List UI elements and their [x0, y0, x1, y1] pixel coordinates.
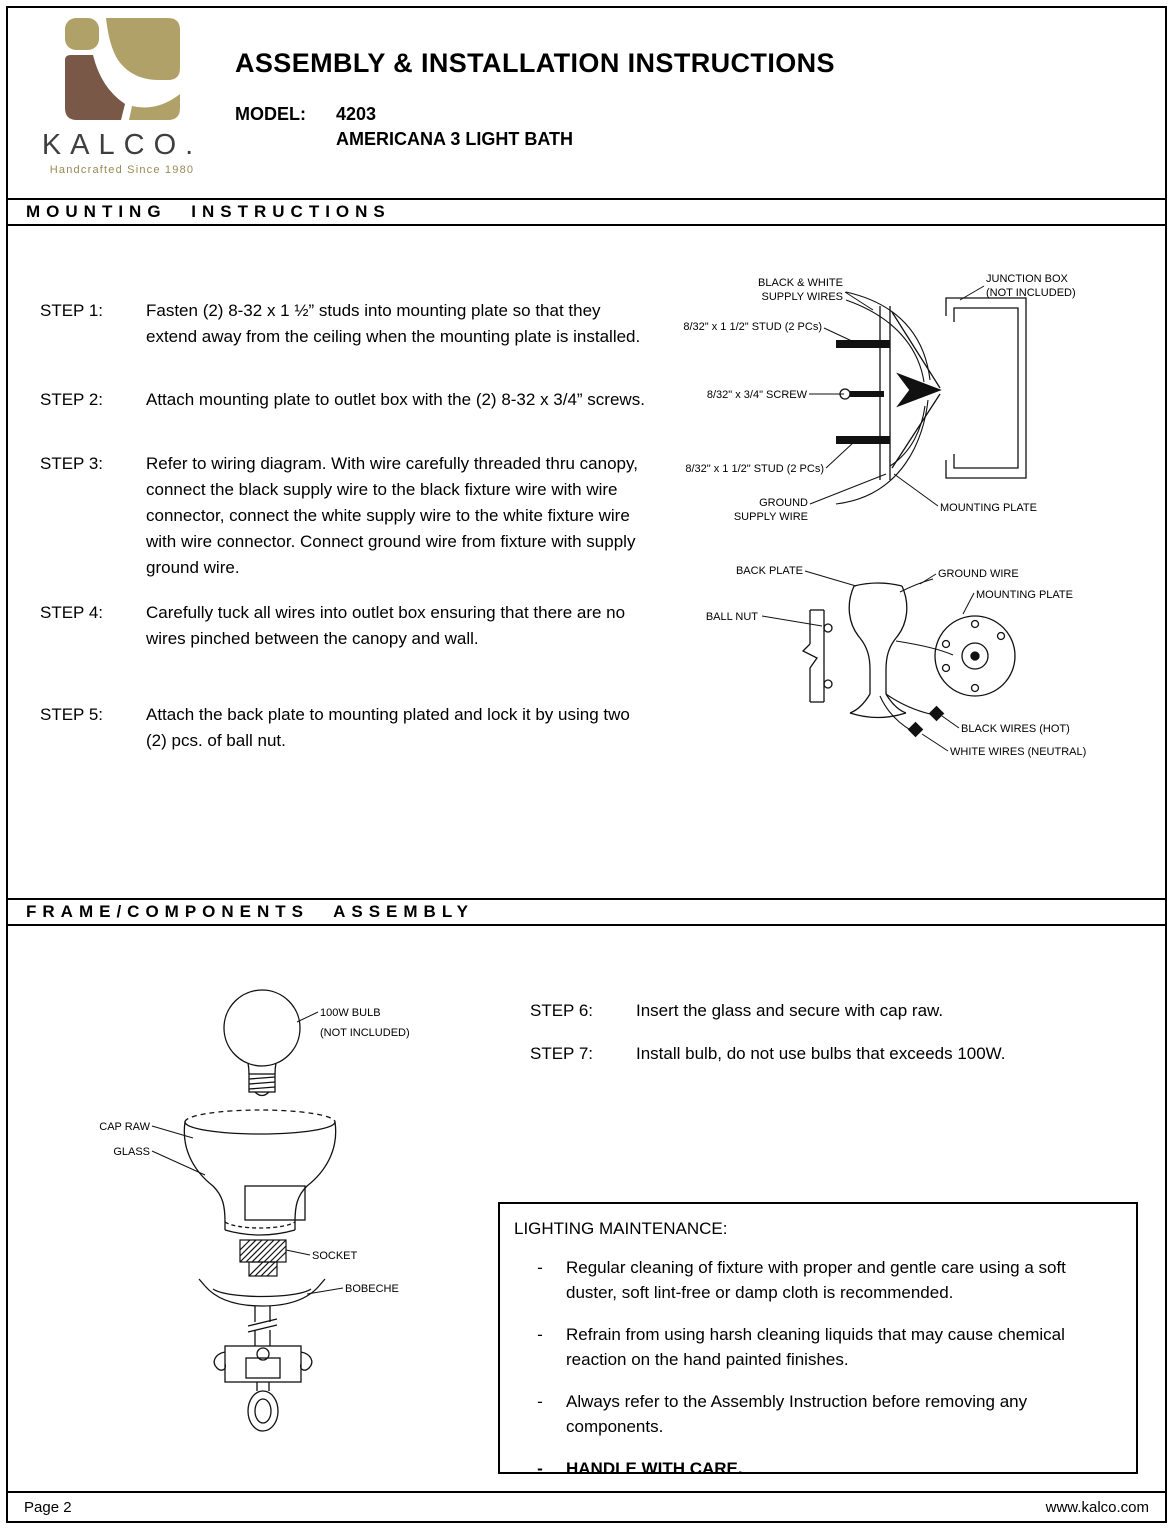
- step-5-label: STEP 5:: [40, 705, 103, 724]
- model-row: [235, 104, 376, 125]
- label-ball-nut: BALL NUT: [705, 611, 758, 623]
- step-3-label: STEP 3:: [40, 454, 103, 473]
- bullet-dash: -: [537, 1459, 543, 1478]
- step-3: [40, 451, 654, 581]
- label-stud-top: 8/32" x 1 1/2" STUD (2 PCs): [683, 321, 822, 333]
- components-diagram: [65, 970, 495, 1460]
- label-white-wires: WHITE WIRES (NEUTRAL): [950, 746, 1087, 758]
- bobeche-drawing: [199, 1279, 325, 1306]
- back-plate-wiring-diagram: [688, 556, 1138, 771]
- step-4-label: STEP 4:: [40, 603, 103, 622]
- label-black-white-supply-line1: BLACK & WHITE: [758, 277, 843, 289]
- maintenance-item-1: [514, 1255, 1118, 1305]
- studs-and-screw-drawing: [836, 340, 890, 444]
- mounting-instructions-section-header: MOUNTING INSTRUCTIONS: [8, 198, 1165, 226]
- page-number: Page 2: [24, 1498, 72, 1516]
- leader-lines: [762, 571, 974, 751]
- back-plate-arm-drawing: [214, 1306, 312, 1431]
- website-url: www.kalco.com: [1045, 1498, 1149, 1516]
- page-title: ASSEMBLY & INSTALLATION INSTRUCTIONS: [235, 48, 835, 78]
- bullet-dash: -: [537, 1392, 543, 1411]
- step-2: [40, 387, 654, 413]
- mounting-instructions-section: [8, 226, 1165, 898]
- wires-drawing: [880, 579, 953, 731]
- model-label: MODEL:: [235, 104, 306, 124]
- kalco-logo-block: [34, 16, 210, 176]
- step-7: [530, 1041, 1150, 1067]
- label-ground-line1: GROUND: [759, 497, 808, 509]
- label-ground-line2: SUPPLY WIRE: [733, 511, 808, 523]
- step-1-label: STEP 1:: [40, 301, 103, 320]
- bullet-dash: -: [537, 1258, 543, 1277]
- maintenance-item-3: [514, 1389, 1118, 1439]
- label-socket: SOCKET: [312, 1250, 358, 1262]
- step-4: [40, 600, 654, 652]
- header: [8, 8, 1165, 198]
- maintenance-item-2-text: Refrain from using harsh cleaning liquids that may cause chemical reaction on the hand painted finishes.: [566, 1325, 1065, 1369]
- label-glass: GLASS: [113, 1146, 150, 1158]
- label-screw: 8/32" x 3/4" SCREW: [706, 389, 807, 401]
- mounting-plate-circle-drawing: [935, 616, 1015, 696]
- step-6-label: STEP 6:: [530, 1001, 593, 1020]
- bulb-drawing: [224, 990, 300, 1096]
- junction-box-mounting-diagram: [668, 268, 1143, 533]
- label-black-white-supply-line2: SUPPLY WIRES: [761, 291, 843, 303]
- socket-drawing: [240, 1240, 286, 1276]
- step-2-text: Attach mounting plate to outlet box with the (2) 8-32 x 3/4” screws.: [146, 390, 645, 409]
- frame-components-section-header: FRAME/COMPONENTS ASSEMBLY: [8, 898, 1165, 926]
- mounting-steps-list: [40, 298, 654, 754]
- step-1: [40, 298, 654, 350]
- step-7-label: STEP 7:: [530, 1044, 593, 1063]
- label-mounting-plate: MOUNTING PLATE: [976, 589, 1073, 601]
- label-junction-box-line2: (NOT INCLUDED): [986, 287, 1076, 299]
- kalco-logo-icon: [62, 16, 182, 122]
- mounting-plate-drawing: [880, 306, 940, 480]
- maintenance-item-2: [514, 1322, 1118, 1372]
- step-2-label: STEP 2:: [40, 390, 103, 409]
- components-labels: [99, 1007, 409, 1295]
- diagram2-labels: [706, 565, 1086, 758]
- junction-box-drawing: [946, 298, 1026, 478]
- assembly-steps-list: [530, 998, 1150, 1084]
- label-back-plate: BACK PLATE: [735, 565, 803, 577]
- logo-wordmark: KALCO.: [41, 129, 203, 161]
- model-number: 4203: [336, 104, 377, 124]
- label-ground-wire: GROUND WIRE: [938, 568, 1019, 580]
- step-1-text: Fasten (2) 8-32 x 1 ½” studs into mounting plate so that they extend away from the ceiling when the mounting plate is installed.: [146, 301, 641, 346]
- step-3-text: Refer to wiring diagram. With wire carefully threaded thru canopy, connect the black supply wire to the black fixture wire with wire connector, connect the white supply wire to the white fixture wire with wire connector. Connect ground wire from fixture with supply ground wire.: [146, 454, 638, 577]
- label-black-wires: BLACK WIRES (HOT): [961, 723, 1070, 735]
- label-mounting-plate: MOUNTING PLATE: [940, 502, 1037, 514]
- step-4-text: Carefully tuck all wires into outlet box ensuring that there are no wires pinched between the canopy and wall.: [146, 603, 626, 648]
- step-5: [40, 702, 654, 754]
- label-bulb-line2: (NOT INCLUDED): [320, 1027, 410, 1039]
- back-plate-drawing: [849, 583, 907, 718]
- frame-components-section: [8, 926, 1165, 1491]
- label-stud-bottom: 8/32" x 1 1/2" STUD (2 PCs): [685, 463, 824, 475]
- step-7-text: Install bulb, do not use bulbs that exceeds 100W.: [636, 1044, 1006, 1063]
- label-cap-raw: CAP RAW: [99, 1121, 150, 1133]
- bullet-dash: -: [537, 1325, 543, 1344]
- logo-tagline: Handcrafted Since 1980: [49, 164, 195, 176]
- maintenance-item-3-text: Always refer to the Assembly Instruction before removing any components.: [566, 1392, 1028, 1436]
- maintenance-item-4: [514, 1456, 1118, 1481]
- label-bulb-line1: 100W BULB: [320, 1007, 381, 1019]
- label-junction-box-line1: JUNCTION BOX: [986, 273, 1068, 285]
- maintenance-title: LIGHTING MAINTENANCE:: [514, 1219, 728, 1238]
- wire-connectors: [908, 706, 945, 738]
- lighting-maintenance-box: [498, 1202, 1138, 1478]
- step-5-text: Attach the back plate to mounting plated and lock it by using two (2) pcs. of ball nut.: [146, 705, 630, 750]
- maintenance-item-4-text: HANDLE WITH CARE.: [566, 1459, 743, 1478]
- maintenance-item-1-text: Regular cleaning of fixture with proper and gentle care using a soft duster, soft lint-free or damp cloth is recommended.: [566, 1258, 1066, 1302]
- instruction-sheet: [6, 6, 1167, 1523]
- glass-shade-drawing: [184, 1110, 335, 1235]
- step-6-text: Insert the glass and secure with cap raw.: [636, 1001, 944, 1020]
- page-footer: [8, 1491, 1165, 1521]
- step-6: [530, 998, 1150, 1024]
- label-bobeche: BOBECHE: [345, 1283, 399, 1295]
- product-name: AMERICANA 3 LIGHT BATH: [336, 129, 573, 149]
